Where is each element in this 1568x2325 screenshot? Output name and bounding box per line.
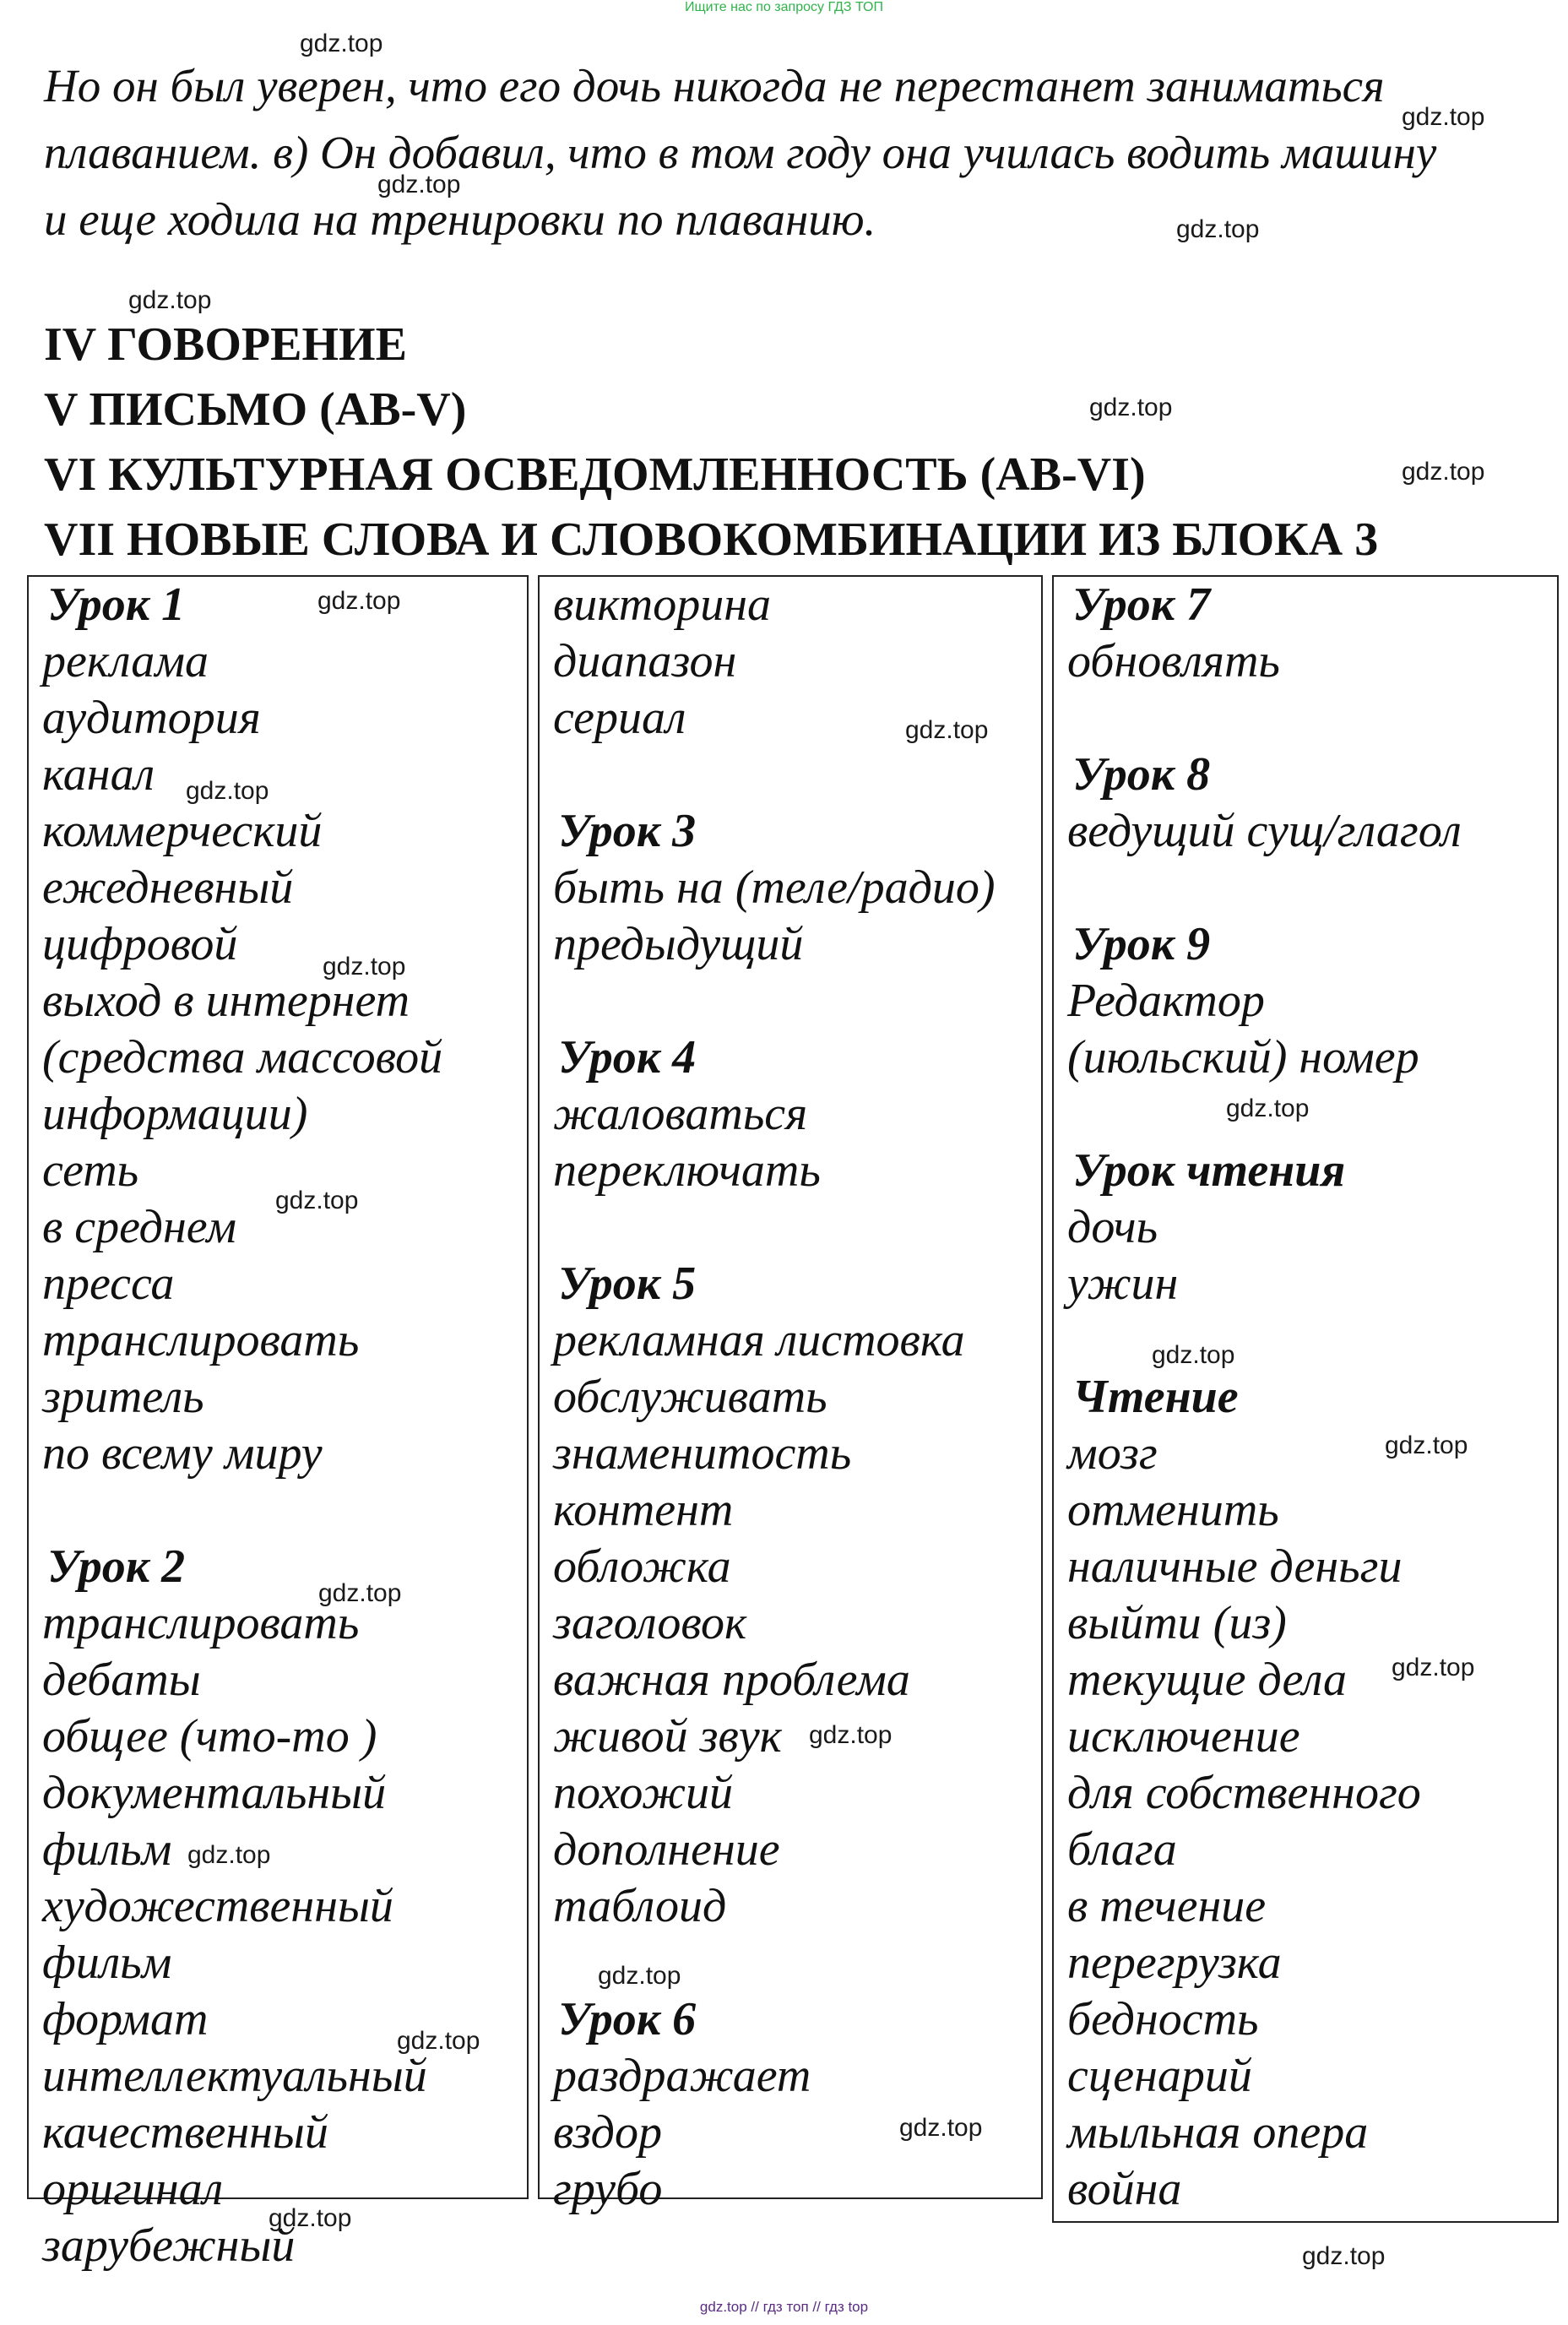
lesson-title: Урок 1 (47, 579, 186, 631)
vocabulary-word: интеллектуальный (42, 2050, 427, 2102)
vocabulary-word: обслуживать (553, 1371, 827, 1423)
vocabulary-word: важная проблема (553, 1654, 910, 1706)
vocabulary-word: общее (что-то ) (42, 1710, 377, 1763)
lesson-block (553, 1256, 1041, 1935)
lesson-title: Урок 3 (558, 805, 697, 857)
exercise-paragraph (44, 52, 1530, 253)
vocabulary-word: грубо (553, 2163, 663, 2215)
vocabulary-word: выход в интернет (42, 975, 410, 1027)
lesson-block (1067, 1369, 1557, 2218)
watermark: gdz.top (1302, 2242, 1386, 2270)
watermark: gdz.top (1089, 394, 1173, 421)
watermark: gdz.top (397, 2027, 480, 2055)
lesson-block (42, 577, 527, 1482)
vocabulary-word: отменить (1067, 1484, 1279, 1536)
vocabulary-word: викторина (553, 579, 771, 631)
vocabulary-word: художественный (42, 1880, 393, 1932)
vocabulary-word: (июльский) номер (1067, 1031, 1419, 1084)
watermark: gdz.top (377, 171, 461, 198)
watermark: gdz.top (1226, 1095, 1310, 1122)
vocabulary-word: фильм (42, 1823, 172, 1876)
heading-cultural-awareness: VI КУЛЬТУРНАЯ ОСВЕДОМЛЕННОСТЬ (AB-VI) (44, 448, 1146, 501)
lesson-title: Урок 5 (558, 1258, 697, 1310)
vocabulary-word: предыдущий (553, 918, 804, 970)
watermark: gdz.top (317, 587, 401, 615)
watermark: gdz.top (187, 1841, 271, 1869)
watermark: gdz.top (269, 2204, 352, 2232)
vocabulary-word: реклама (42, 635, 209, 687)
watermark: gdz.top (128, 286, 212, 314)
lesson-title: Урок 6 (558, 1993, 697, 2045)
watermark: gdz.top (809, 1721, 893, 1749)
vocabulary-word: контент (553, 1484, 734, 1536)
watermark: gdz.top (275, 1187, 359, 1214)
vocabulary-word: текущие дела (1067, 1654, 1348, 1706)
watermark: gdz.top (318, 1579, 402, 1607)
vocabulary-word: качественный (42, 2106, 328, 2159)
vocabulary-word: живой звук (553, 1710, 782, 1763)
vocabulary-word: фильм (42, 1937, 172, 1989)
vocabulary-word: обложка (553, 1540, 731, 1593)
top-banner: Ищите нас по запросу ГДЗ ТОП (685, 0, 883, 14)
vocabulary-word: выйти (из) (1067, 1597, 1287, 1649)
vocabulary-word: жаловаться (553, 1088, 808, 1140)
vocabulary-word: сеть (42, 1144, 139, 1197)
watermark: gdz.top (1392, 1654, 1475, 1681)
vocabulary-word: наличные деньги (1067, 1540, 1403, 1593)
vocabulary-word: похожий (553, 1767, 734, 1819)
vocabulary-word: бедность (1067, 1993, 1259, 2045)
lesson-title: Урок 9 (1072, 918, 1211, 970)
vocabulary-word: таблоид (553, 1880, 727, 1932)
watermark: gdz.top (323, 953, 406, 981)
lesson-block (1067, 1143, 1557, 1312)
watermark: gdz.top (899, 2114, 983, 2142)
vocabulary-word: ежедневный (42, 861, 294, 914)
watermark: gdz.top (1176, 215, 1260, 243)
vocabulary-word: аудитория (42, 692, 261, 744)
vocabulary-word: рекламная листовка (553, 1314, 965, 1366)
heading-speaking: IV ГОВОРЕНИЕ (44, 318, 407, 371)
heading-writing: V ПИСЬМО (AB-V) (44, 383, 467, 436)
watermark: gdz.top (186, 777, 269, 805)
section-headings (44, 312, 1378, 573)
vocabulary-word: быть на (теле/радио) (553, 861, 996, 914)
vocabulary-word: война (1067, 2163, 1182, 2215)
vocabulary-word: зарубежный (42, 2219, 296, 2272)
vocabulary-word: Редактор (1067, 975, 1265, 1027)
vocabulary-column-3 (1052, 575, 1559, 2223)
vocabulary-word: обновлять (1067, 635, 1280, 687)
watermark: gdz.top (905, 716, 989, 744)
paragraph-line: плаванием. в) Он добавил, что в том году она училась водить машину (44, 127, 1437, 178)
vocabulary-word: транслировать (42, 1314, 360, 1366)
vocabulary-word: ведущий сущ/глагол (1067, 805, 1462, 857)
vocabulary-word: перегрузка (1067, 1937, 1282, 1989)
vocabulary-word: дополнение (553, 1823, 780, 1876)
vocabulary-word: переключать (553, 1144, 821, 1197)
lesson-block (553, 1029, 1041, 1199)
paragraph-line: Но он был уверен, что его дочь никогда не перестанет заниматься (44, 60, 1385, 111)
vocabulary-word: оригинал (42, 2163, 224, 2215)
vocabulary-word: транслировать (42, 1597, 360, 1649)
vocabulary-word: коммерческий (42, 805, 323, 857)
lesson-title: Урок чтения (1072, 1144, 1346, 1197)
watermark: gdz.top (300, 30, 383, 57)
watermark: gdz.top (1152, 1341, 1235, 1369)
vocabulary-word: раздражает (553, 2050, 811, 2102)
vocabulary-word: ужин (1067, 1258, 1179, 1310)
vocabulary-word: документальный (42, 1767, 387, 1819)
lesson-block (553, 803, 1041, 973)
vocabulary-word: по всему миру (42, 1427, 323, 1480)
lesson-title: Урок 8 (1072, 748, 1211, 801)
watermark: gdz.top (1402, 103, 1485, 131)
watermark: gdz.top (1385, 1431, 1468, 1459)
lesson-title: Чтение (1072, 1371, 1239, 1423)
heading-new-words: VII НОВЫЕ СЛОВА И СЛОВОКОМБИНАЦИИ ИЗ БЛОКА 3 (44, 513, 1379, 566)
vocabulary-word: канал (42, 748, 155, 801)
vocabulary-word: сериал (553, 692, 686, 744)
paragraph-line: и еще ходила на тренировки по плаванию. (44, 193, 876, 245)
vocabulary-word: (средства массовой (42, 1031, 443, 1084)
lesson-block (42, 1539, 527, 2274)
vocabulary-word: пресса (42, 1258, 175, 1310)
footer-links: gdz.top // гдз топ // гдз top (699, 2299, 869, 2315)
vocabulary-word: вздор (553, 2106, 663, 2159)
lesson-title: Урок 2 (47, 1540, 186, 1593)
vocabulary-word: диапазон (553, 635, 737, 687)
lesson-block (1067, 577, 1557, 690)
lesson-title: Урок 7 (1072, 579, 1211, 631)
vocabulary-word: в среднем (42, 1201, 236, 1253)
vocabulary-word: сценарий (1067, 2050, 1252, 2102)
vocabulary-word: цифровой (42, 918, 238, 970)
vocabulary-word: заголовок (553, 1597, 747, 1649)
lesson-title: Урок 4 (558, 1031, 697, 1084)
lesson-block (1067, 747, 1557, 860)
vocabulary-word: исключение (1067, 1710, 1300, 1763)
vocabulary-word: формат (42, 1993, 209, 2045)
vocabulary-word: дочь (1067, 1201, 1158, 1253)
vocabulary-word: мозг (1067, 1427, 1158, 1480)
vocabulary-word: зритель (42, 1371, 204, 1423)
lesson-block (1067, 916, 1557, 1086)
vocabulary-word: в течение (1067, 1880, 1267, 1932)
vocabulary-word: знаменитость (553, 1427, 852, 1480)
watermark: gdz.top (1402, 458, 1485, 486)
vocabulary-word: информации) (42, 1088, 308, 1140)
vocabulary-word: для собственного (1067, 1767, 1421, 1819)
vocabulary-word: блага (1067, 1823, 1177, 1876)
vocabulary-word: дебаты (42, 1654, 201, 1706)
lesson-block (553, 1991, 1041, 2218)
vocabulary-word: мыльная опера (1067, 2106, 1369, 2159)
watermark: gdz.top (598, 1962, 681, 1990)
vocabulary-column-2 (538, 575, 1043, 2215)
